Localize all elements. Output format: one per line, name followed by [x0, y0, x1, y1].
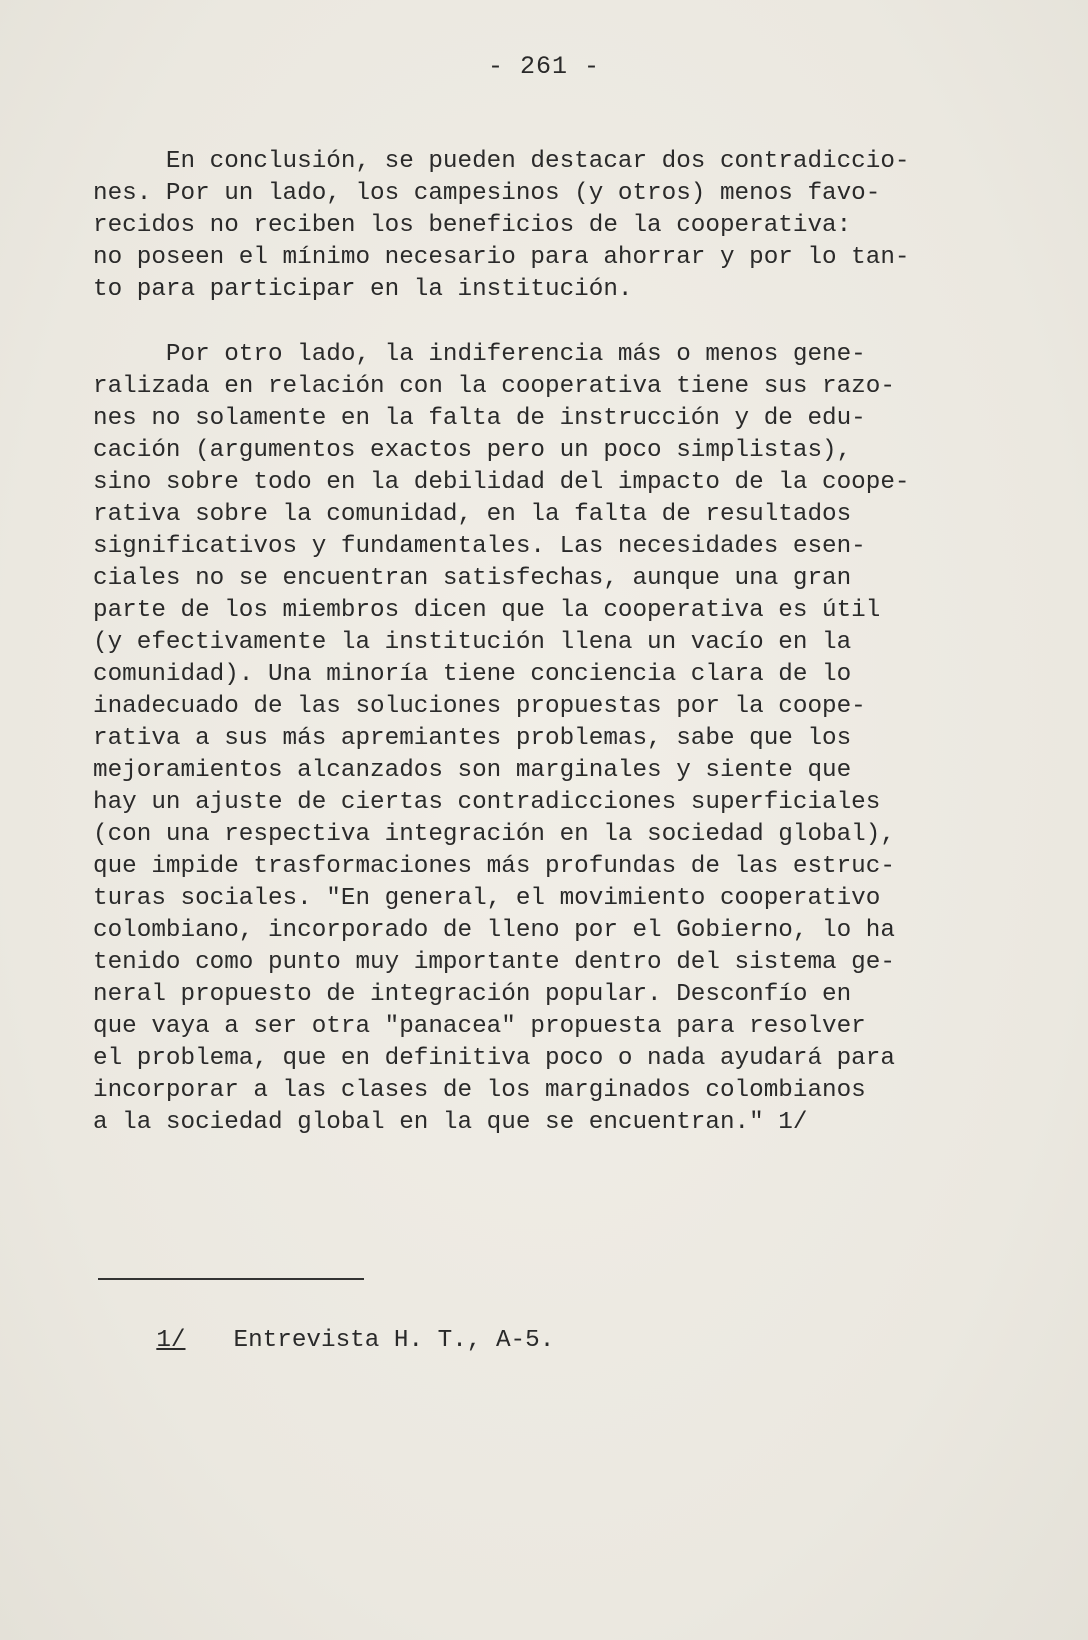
- text-line: nes no solamente en la falta de instrucción y de edu-: [93, 405, 866, 432]
- text-line: turas sociales. "En general, el movimiento cooperativo: [93, 885, 881, 912]
- footnote: [98, 1300, 554, 1381]
- text-line: recidos no reciben los beneficios de la cooperativa:: [93, 212, 852, 239]
- text-line: el problema, que en definitiva poco o nada ayudará para: [93, 1045, 895, 1072]
- text-line: mejoramientos alcanzados son marginales y siente que: [93, 757, 852, 784]
- text-line: no poseen el mínimo necesario para ahorrar y por lo tan-: [93, 244, 910, 271]
- text-line: colombiano, incorporado de lleno por el Gobierno, lo ha: [93, 917, 895, 944]
- text-line: incorporar a las clases de los marginados colombianos: [93, 1077, 866, 1104]
- text-line: nes. Por un lado, los campesinos (y otros) menos favo-: [93, 180, 881, 207]
- text-line: inadecuado de las soluciones propuestas por la coope-: [93, 693, 866, 720]
- footnote-text: Entrevista H. T., A-5.: [233, 1327, 555, 1354]
- text-line: ciales no se encuentran satisfechas, aunque una gran: [93, 565, 852, 592]
- text-line: que vaya a ser otra "panacea" propuesta para resolver: [93, 1013, 866, 1040]
- text-line: rativa a sus más apremiantes problemas, sabe que los: [93, 725, 852, 752]
- text-line: tenido como punto muy importante dentro del sistema ge-: [93, 949, 895, 976]
- text-line: rativa sobre la comunidad, en la falta de resultados: [93, 501, 852, 528]
- text-line: (y efectivamente la institución llena un vacío en la: [93, 629, 852, 656]
- text-line: significativos y fundamentales. Las necesidades esen-: [93, 533, 866, 560]
- text-line: ralizada en relación con la cooperativa tiene sus razo-: [93, 373, 895, 400]
- text-line: cación (argumentos exactos pero un poco simplistas),: [93, 437, 852, 464]
- text-line: parte de los miembros dicen que la cooperativa es útil: [93, 597, 881, 624]
- footnote-divider: [98, 1278, 364, 1280]
- text-line: a la sociedad global en la que se encuentran." 1/: [93, 1109, 808, 1136]
- page-number: - 261 -: [487, 52, 601, 81]
- text-line: hay un ajuste de ciertas contradicciones superficiales: [93, 789, 881, 816]
- text-line: (con una respectiva integración en la sociedad global),: [93, 821, 895, 848]
- text-line: que impide trasformaciones más profundas de las estruc-: [93, 853, 895, 880]
- text-line: comunidad). Una minoría tiene conciencia clara de lo: [93, 661, 852, 688]
- text-line: neral propuesto de integración popular. Desconfío en: [93, 981, 852, 1008]
- footnote-marker: 1/: [156, 1327, 186, 1354]
- text-line: En conclusión, se pueden destacar dos contradiccio-: [93, 148, 910, 175]
- text-line: to para participar en la institución.: [93, 276, 633, 303]
- text-line: sino sobre todo en la debilidad del impacto de la coope-: [93, 469, 910, 496]
- text-line: Por otro lado, la indiferencia más o menos gene-: [93, 341, 866, 368]
